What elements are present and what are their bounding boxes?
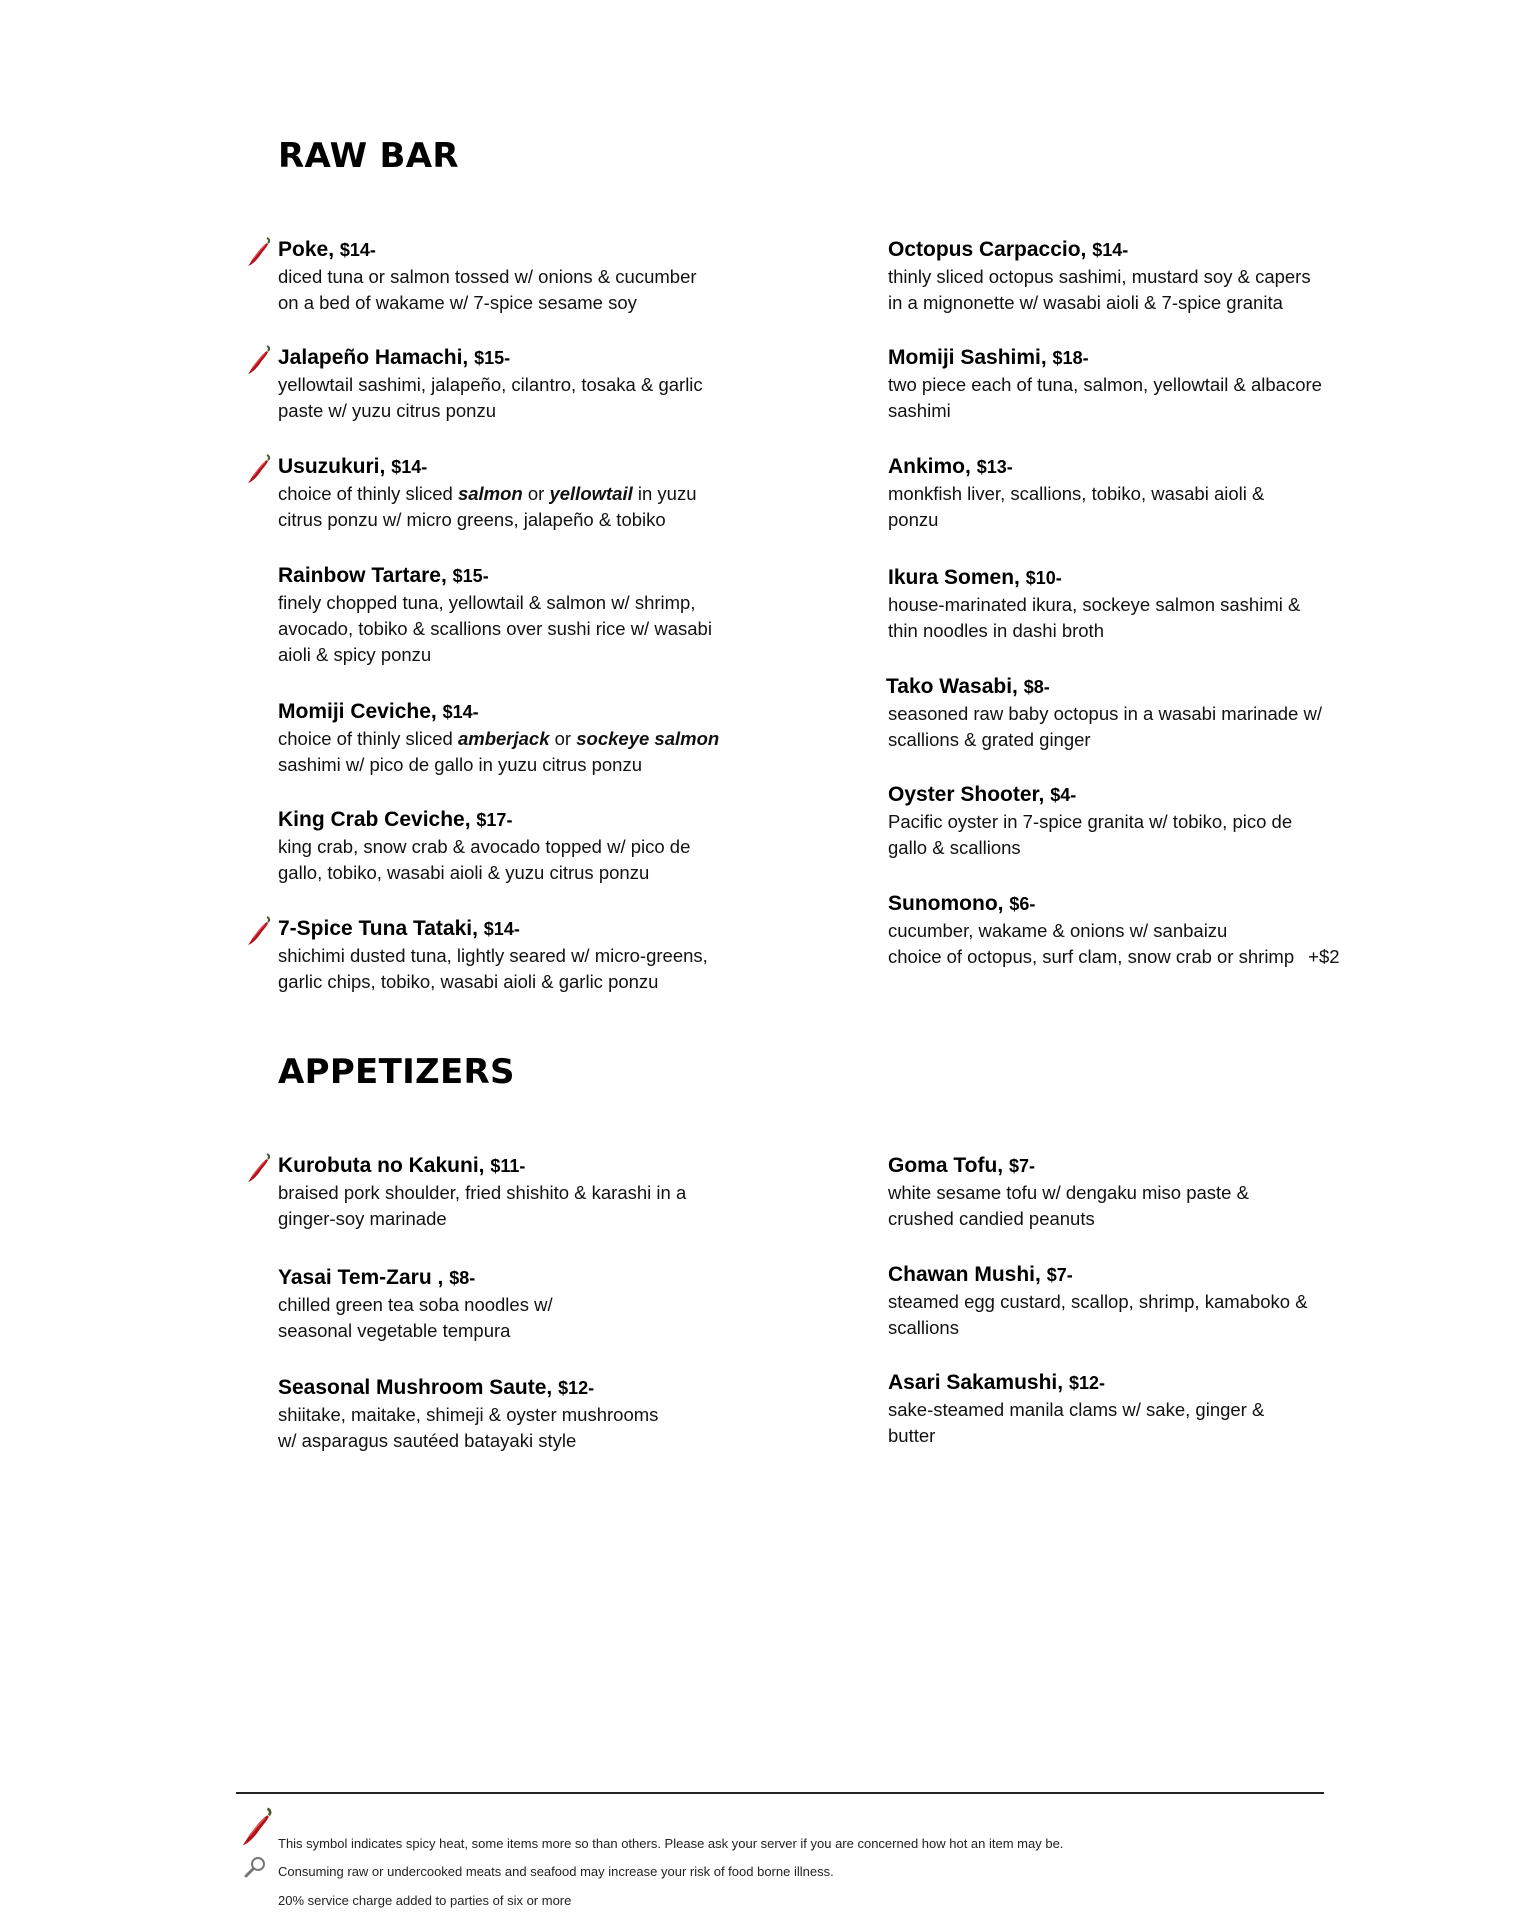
upcharge-price: +$2 [1308,946,1340,967]
item-description [278,481,798,533]
menu-item-octopus-carpaccio [888,236,1408,316]
item-price: $15- [474,348,511,368]
item-description [888,481,1408,533]
item-description [278,1292,798,1344]
item-price: $7- [1008,1156,1035,1176]
item-description [278,1402,798,1454]
menu-item-asari-sakamushi [888,1369,1408,1449]
menu-item-goma-tofu [888,1152,1408,1232]
description-line: house-marinated ikura, sockeye salmon sashimi & [888,594,1301,615]
item-name: Ankimo, [888,455,971,478]
item-description [888,1397,1408,1449]
item-price: $14- [1092,240,1129,260]
item-description [888,592,1408,644]
description-line: seasoned raw baby octopus in a wasabi marinade w/ [888,703,1322,724]
chili-pepper-icon [246,453,272,485]
menu-item-momiji-sashimi [888,344,1408,424]
description-line: white sesame tofu w/ dengaku miso paste & [888,1182,1249,1203]
item-description [888,264,1408,316]
description-line: choice of thinly sliced amberjack or sockeye salmon [278,728,720,749]
magnifier-icon [244,1856,268,1878]
item-name: Seasonal Mushroom Saute, [278,1376,553,1399]
description-line: choice of thinly sliced salmon or yellowtail in yuzu [278,483,697,504]
description-line: crushed candied peanuts [888,1208,1095,1229]
item-description [888,701,1408,753]
item-description [278,834,798,886]
description-line: choice of octopus, surf clam, snow crab or shrimp +$2 [888,944,1408,970]
chili-pepper-icon [246,1152,272,1184]
description-line: ponzu [888,509,939,530]
menu-item-ankimo [888,453,1408,533]
description-line: paste w/ yuzu citrus ponzu [278,400,496,421]
item-price: $14- [339,240,376,260]
description-line: gallo & scallions [888,837,1021,858]
description-line: scallions [888,1317,959,1338]
description-line: thinly sliced octopus sashimi, mustard soy & capers [888,266,1311,287]
service-charge-footnote: 20% service charge added to parties of six or more [278,1893,572,1908]
item-name: Octopus Carpaccio, [888,238,1087,261]
description-line: braised pork shoulder, fried shishito & karashi in a [278,1182,687,1203]
menu-item-yasai-tem-zaru [278,1264,798,1344]
menu-item-chawan-mushi [888,1261,1408,1341]
item-price: $8- [1023,677,1050,697]
item-price: $17- [476,810,513,830]
item-price: $8- [449,1268,476,1288]
item-name: Jalapeño Hamachi, [278,346,469,369]
description-line: chilled green tea soba noodles w/ [278,1294,553,1315]
description-line: Pacific oyster in 7-spice granita w/ tobiko, pico de [888,811,1293,832]
item-price: $18- [1052,348,1089,368]
appetizers-heading: APPETIZERS [278,1052,515,1092]
description-line: garlic chips, tobiko, wasabi aioli & garlic ponzu [278,971,659,992]
description-line: aioli & spicy ponzu [278,644,432,665]
item-name: Oyster Shooter, [888,783,1045,806]
menu-item-ikura-somen [888,564,1408,644]
description-line: steamed egg custard, scallop, shrimp, kamaboko & [888,1291,1308,1312]
description-line: thin noodles in dashi broth [888,620,1104,641]
item-name: Rainbow Tartare, [278,564,447,587]
item-description [888,1289,1408,1341]
menu-item-rainbow-tartare [278,562,798,668]
item-name: Tako Wasabi, [886,675,1018,698]
item-name: Chawan Mushi, [888,1263,1041,1286]
menu-item-king-crab-ceviche [278,806,798,886]
item-price: $10- [1025,568,1062,588]
item-name: Sunomono, [888,892,1004,915]
item-name: Usuzukuri, [278,455,386,478]
spicy-footnote: This symbol indicates spicy heat, some items more so than others. Please ask your server if you are concerned how hot an item may be. [278,1836,1064,1851]
item-price: $14- [442,702,479,722]
description-line: on a bed of wakame w/ 7-spice sesame soy [278,292,637,313]
description-line: king crab, snow crab & avocado topped w/ pico de [278,836,691,857]
item-name: King Crab Ceviche, [278,808,471,831]
item-name: Ikura Somen, [888,566,1020,589]
item-name: Momiji Ceviche, [278,700,437,723]
item-price: $13- [976,457,1013,477]
description-line: ginger-soy marinade [278,1208,447,1229]
item-price: $14- [391,457,428,477]
description-line: cucumber, wakame & onions w/ sanbaizu [888,920,1228,941]
description-line: scallions & grated ginger [888,729,1091,750]
description-line: shiitake, maitake, shimeji & oyster mushrooms [278,1404,659,1425]
item-price: $15- [452,566,489,586]
item-description [278,590,798,668]
item-description [888,1180,1408,1232]
item-description [888,809,1408,861]
item-price: $11- [490,1156,526,1176]
description-line: avocado, tobiko & scallions over sushi rice w/ wasabi [278,618,712,639]
item-description [278,264,798,316]
menu-item-poke [278,236,798,316]
menu-item-jalapeno-hamachi [278,344,798,424]
chili-pepper-icon [240,1806,274,1848]
item-name: Asari Sakamushi, [888,1371,1064,1394]
item-description [278,1180,798,1232]
description-line: in a mignonette w/ wasabi aioli & 7-spice granita [888,292,1283,313]
description-line: yellowtail sashimi, jalapeño, cilantro, tosaka & garlic [278,374,703,395]
item-name: Poke, [278,238,335,261]
description-line: sashimi w/ pico de gallo in yuzu citrus ponzu [278,754,643,775]
item-name: Goma Tofu, [888,1154,1004,1177]
description-line: butter [888,1425,936,1446]
item-name: Momiji Sashimi, [888,346,1047,369]
item-price: $4- [1050,785,1077,805]
menu-item-oyster-shooter [888,781,1408,861]
item-price: $6- [1009,894,1036,914]
item-price: $14- [483,919,520,939]
chili-pepper-icon [246,344,272,376]
item-name: Kurobuta no Kakuni, [278,1154,485,1177]
description-line: sake-steamed manila clams w/ sake, ginger & [888,1399,1265,1420]
item-name: 7-Spice Tuna Tataki, [278,917,478,940]
item-price: $7- [1046,1265,1073,1285]
menu-item-momiji-ceviche [278,698,798,778]
item-description [278,372,798,424]
chili-pepper-icon [246,236,272,268]
menu-item-seasonal-mushroom-saute [278,1374,798,1454]
item-price: $12- [558,1378,595,1398]
menu-item-sunomono [888,890,1408,970]
menu-item-tako-wasabi [888,673,1408,753]
menu-item-7-spice-tuna-tataki [278,915,798,995]
raw-bar-heading: RAW BAR [278,136,459,176]
item-description [278,943,798,995]
item-description [888,372,1408,424]
menu-item-usuzukuri [278,453,798,533]
item-price: $12- [1068,1373,1105,1393]
item-name: Yasai Tem-Zaru , [278,1266,444,1289]
description-line: monkfish liver, scallions, tobiko, wasabi aioli & [888,483,1265,504]
description-line: w/ asparagus sautéed batayaki style [278,1430,577,1451]
description-line: diced tuna or salmon tossed w/ onions & cucumber [278,266,697,287]
chili-pepper-icon [246,915,272,947]
description-line: seasonal vegetable tempura [278,1320,511,1341]
item-description [888,918,1408,970]
menu-item-kurobuta-no-kakuni [278,1152,798,1232]
description-line: citrus ponzu w/ micro greens, jalapeño & tobiko [278,509,666,530]
description-line: shichimi dusted tuna, lightly seared w/ micro-greens, [278,945,708,966]
raw-food-footnote: Consuming raw or undercooked meats and seafood may increase your risk of food borne illness. [278,1864,834,1879]
description-line: sashimi [888,400,951,421]
footer-divider [236,1792,1324,1794]
description-line: gallo, tobiko, wasabi aioli & yuzu citrus ponzu [278,862,650,883]
description-line: finely chopped tuna, yellowtail & salmon w/ shrimp, [278,592,696,613]
item-description [278,726,798,778]
description-line: two piece each of tuna, salmon, yellowtail & albacore [888,374,1322,395]
